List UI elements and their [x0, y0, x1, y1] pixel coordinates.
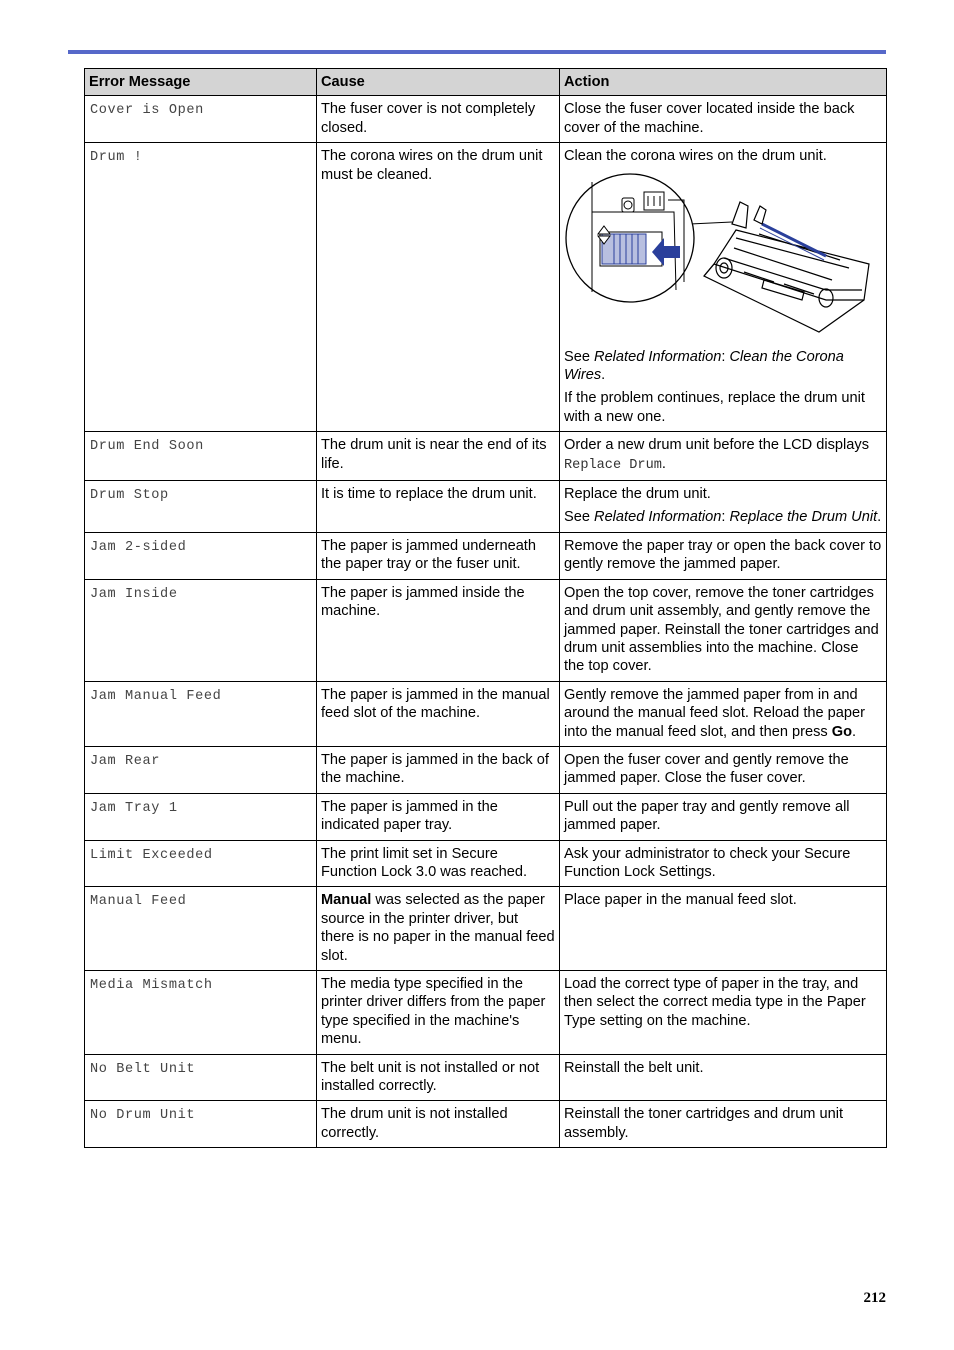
cause-cell: The paper is jammed in the indicated paper tray. — [317, 793, 560, 840]
lcd-message: Replace Drum — [564, 457, 662, 473]
cause-cell: The media type specified in the printer driver differs from the paper type specified in the machine's menu. — [317, 971, 560, 1055]
error-code: Drum End Soon — [90, 439, 204, 455]
top-rule — [68, 50, 886, 54]
header-error-message: Error Message — [85, 69, 317, 96]
table-row — [85, 971, 887, 1055]
error-code: Limit Exceeded — [90, 847, 213, 863]
error-cell — [85, 96, 317, 143]
action-cell — [560, 481, 887, 533]
error-code: No Drum Unit — [90, 1108, 196, 1124]
action-text: Replace the drum unit. — [564, 486, 711, 503]
related-topic-link[interactable]: Clean the Corona Wires — [564, 348, 844, 384]
related-topic-link[interactable]: Replace the Drum Unit — [729, 509, 878, 526]
cause-cell: The paper is jammed in the manual feed slot of the machine. — [317, 681, 560, 746]
header-action: Action — [560, 69, 887, 96]
table-row — [85, 432, 887, 481]
page-number: 212 — [863, 1290, 886, 1306]
table-row — [85, 746, 887, 793]
error-code: Jam Tray 1 — [90, 800, 178, 816]
table-row — [85, 681, 887, 746]
cause-cell: It is time to replace the drum unit. — [317, 481, 560, 533]
action-cell: Open the top cover, remove the toner cartridges and drum unit assembly, and gently remove the jammed paper. Reinstall the toner cartridges and drum unit assemblies into the machine. Close the top cover. — [560, 579, 887, 681]
action-cell: Remove the paper tray or open the back cover to gently remove the jammed paper. — [560, 532, 887, 579]
error-code: No Belt Unit — [90, 1061, 196, 1077]
header-cause: Cause — [317, 69, 560, 96]
corona-wire-cleaning-illustration — [564, 172, 876, 338]
error-cell — [85, 1054, 317, 1101]
error-code: Manual Feed — [90, 894, 187, 910]
error-cell — [85, 143, 317, 432]
error-cell — [85, 971, 317, 1055]
error-table — [84, 68, 887, 1148]
action-cell: Order a new drum unit before the LCD displays Replace Drum. — [560, 432, 887, 481]
action-cell: Ask your administrator to check your Secure Function Lock Settings. — [560, 840, 887, 887]
table-row — [85, 840, 887, 887]
action-cell: Reinstall the belt unit. — [560, 1054, 887, 1101]
action-cell — [560, 143, 887, 432]
action-text: Clean the corona wires on the drum unit. — [564, 148, 827, 165]
table-row — [85, 793, 887, 840]
action-cell: Gently remove the jammed paper from in and around the manual feed slot. Reload the paper into the manual feed slot, and then press Go. — [560, 681, 887, 746]
error-cell — [85, 887, 317, 971]
see-related-information: See Related Information: Clean the Corona Wires. — [564, 348, 844, 384]
action-cell: Open the fuser cover and gently remove the jammed paper. Close the fuser cover. — [560, 746, 887, 793]
error-cell — [85, 481, 317, 533]
action-cell: Close the fuser cover located inside the back cover of the machine. — [560, 96, 887, 143]
cause-cell: The corona wires on the drum unit must be cleaned. — [317, 143, 560, 432]
error-cell — [85, 432, 317, 481]
cause-cell: The drum unit is not installed correctly. — [317, 1101, 560, 1148]
action-cell: Pull out the paper tray and gently remove all jammed paper. — [560, 793, 887, 840]
cause-cell: The drum unit is near the end of its life. — [317, 432, 560, 481]
error-code: Jam 2-sided — [90, 539, 187, 555]
error-code: Cover is Open — [90, 103, 204, 119]
related-information-link[interactable]: Related Information — [594, 348, 722, 365]
cause-cell: Manual was selected as the paper source in the printer driver, but there is no paper in the manual feed slot. — [317, 887, 560, 971]
error-code: Media Mismatch — [90, 978, 213, 993]
cause-cell: The print limit set in Secure Function Lock 3.0 was reached. — [317, 840, 560, 887]
table-row — [85, 1054, 887, 1101]
error-cell — [85, 840, 317, 887]
cause-cell: The paper is jammed inside the machine. — [317, 579, 560, 681]
action-cell: Place paper in the manual feed slot. — [560, 887, 887, 971]
error-cell — [85, 793, 317, 840]
table-header-row — [85, 69, 887, 96]
cause-cell: The belt unit is not installed or not installed correctly. — [317, 1054, 560, 1101]
go-key: Go — [831, 723, 853, 740]
error-code: Jam Rear — [90, 753, 161, 769]
error-cell — [85, 579, 317, 681]
action-text: If the problem continues, replace the drum unit with a new one. — [564, 390, 865, 425]
cause-cell: The paper is jammed underneath the paper tray or the fuser unit. — [317, 532, 560, 579]
table-row — [85, 481, 887, 533]
table-row — [85, 143, 887, 432]
action-cell: Load the correct type of paper in the tray, and then select the correct media type in the Paper Type setting on the machine. — [560, 971, 887, 1055]
error-cell — [85, 746, 317, 793]
related-information-link[interactable]: Related Information — [594, 509, 722, 526]
error-code: Jam Inside — [90, 586, 178, 602]
error-cell — [85, 532, 317, 579]
cause-cell: The paper is jammed in the back of the machine. — [317, 746, 560, 793]
table-row — [85, 96, 887, 143]
table-row — [85, 579, 887, 681]
error-code: Jam Manual Feed — [90, 688, 222, 704]
table-row — [85, 1101, 887, 1148]
cause-cell: The fuser cover is not completely closed. — [317, 96, 560, 143]
table-row — [85, 887, 887, 971]
table-row — [85, 532, 887, 579]
error-cell — [85, 681, 317, 746]
manual-setting: Manual — [321, 892, 372, 909]
error-code: Drum ! — [90, 150, 143, 166]
error-code: Drum Stop — [90, 488, 169, 504]
action-cell: Reinstall the toner cartridges and drum unit assembly. — [560, 1101, 887, 1148]
see-related-information: See Related Information: Replace the Drum Unit. — [564, 509, 882, 526]
error-cell — [85, 1101, 317, 1148]
